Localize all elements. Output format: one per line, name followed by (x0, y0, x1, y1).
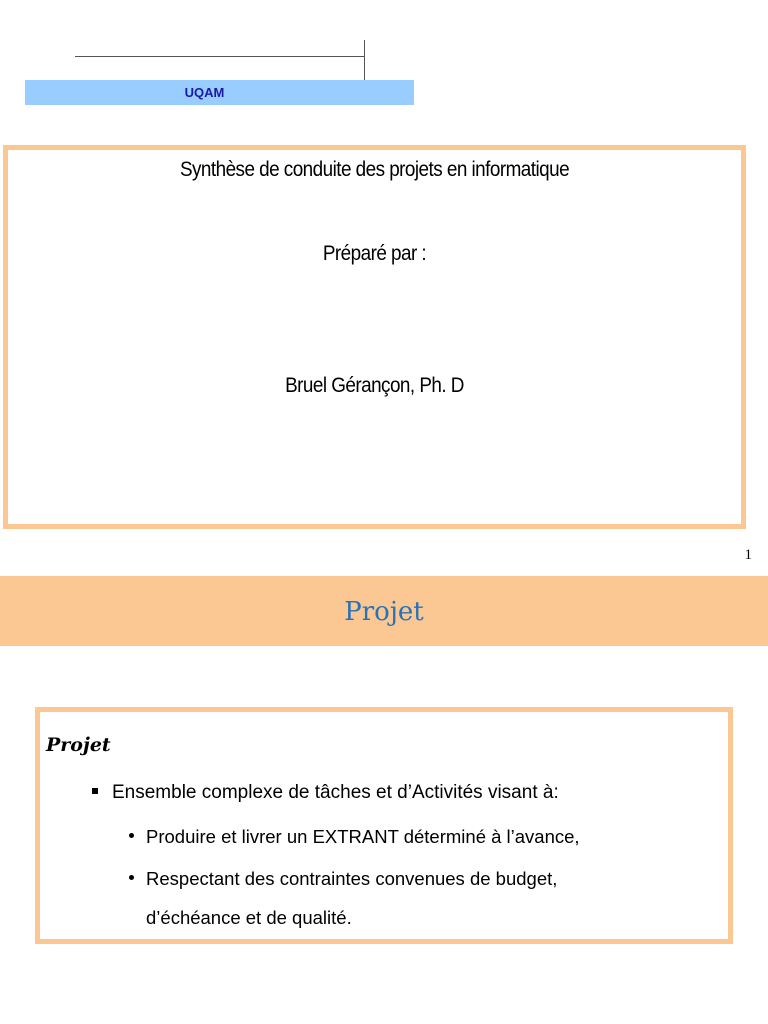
section-title: Projet (344, 597, 424, 627)
sub-bullet: Produire et livrer un EXTRANT déterminé à l’avance, (146, 826, 580, 847)
header-rule-vertical (364, 40, 365, 80)
definition-box (35, 707, 733, 944)
title-slide-box (3, 145, 746, 529)
prepared-by-label: Préparé par : (322, 242, 427, 265)
page-number: 1 (744, 547, 752, 563)
section-banner (0, 576, 768, 646)
definition-heading: Projet (46, 734, 111, 756)
sub-bullet-continuation: d’échéance et de qualité. (146, 907, 352, 928)
author-name: Bruel Gérançon, Ph. D (285, 374, 464, 397)
header-rule-horizontal (75, 56, 365, 57)
sub-bullet: Respectant des contraintes convenues de budget, (146, 868, 558, 889)
document-title: Synthèse de conduite des projets en informatique (179, 158, 570, 181)
bullet-main: Ensemble complexe de tâches et d’Activités visant à: (112, 782, 559, 803)
org-banner (25, 80, 414, 105)
org-label: UQAM (184, 85, 225, 100)
